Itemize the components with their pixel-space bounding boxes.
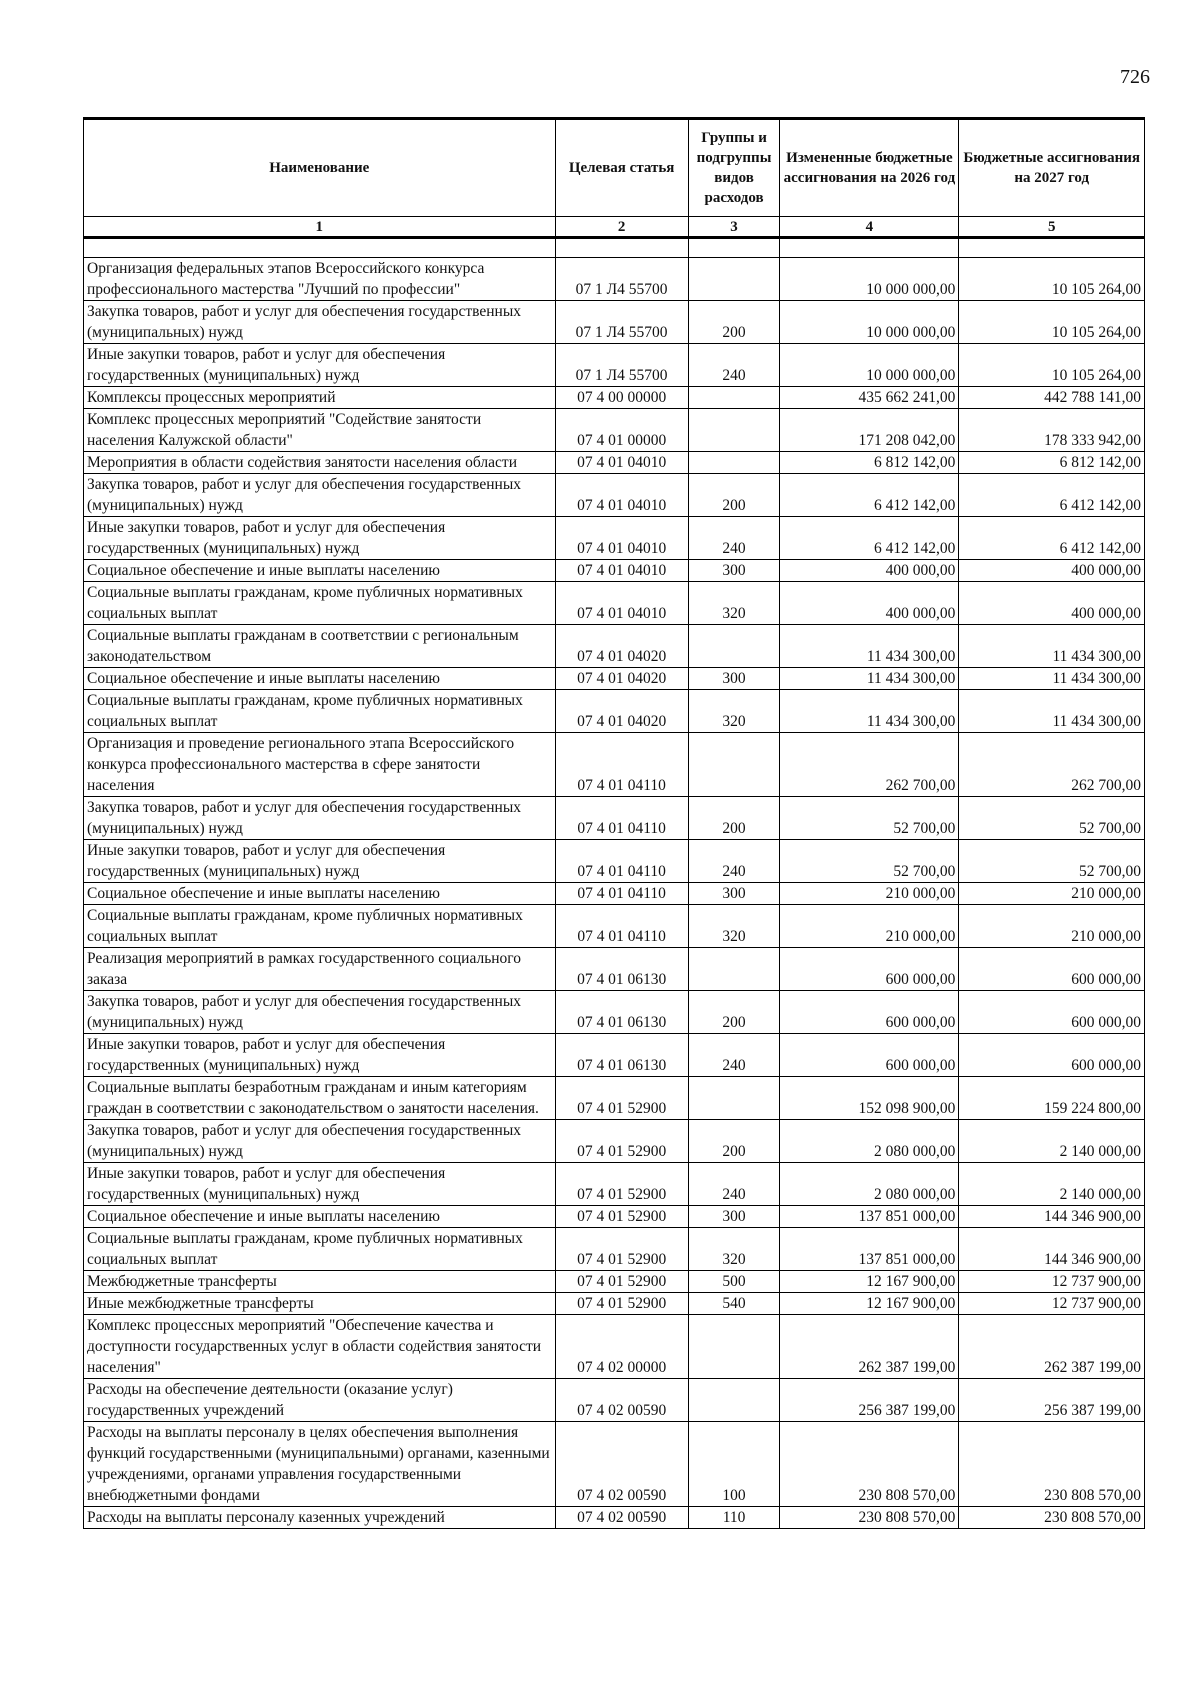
- row-target-code: 07 4 02 00590: [555, 1379, 688, 1422]
- row-name: Социальное обеспечение и иные выплаты населению: [84, 560, 556, 582]
- row-target-code: 07 4 00 00000: [555, 387, 688, 409]
- row-amount-2027: 144 346 900,00: [959, 1228, 1145, 1271]
- row-target-code: 07 4 01 52900: [555, 1293, 688, 1315]
- row-expense-group: 240: [688, 517, 780, 560]
- table-row: [84, 883, 1145, 905]
- table-row: [84, 258, 1145, 301]
- row-expense-group: 200: [688, 474, 780, 517]
- row-expense-group: 200: [688, 1120, 780, 1163]
- row-target-code: 07 4 01 00000: [555, 409, 688, 452]
- row-amount-2026: 400 000,00: [780, 582, 959, 625]
- row-expense-group: 320: [688, 582, 780, 625]
- spacer-cell: [959, 238, 1145, 258]
- row-amount-2027: 2 140 000,00: [959, 1163, 1145, 1206]
- row-expense-group: 320: [688, 1228, 780, 1271]
- row-amount-2026: 6 412 142,00: [780, 517, 959, 560]
- row-target-code: 07 4 01 04110: [555, 733, 688, 797]
- table-row: [84, 1163, 1145, 1206]
- row-amount-2026: 256 387 199,00: [780, 1379, 959, 1422]
- table-row: [84, 409, 1145, 452]
- row-amount-2027: 144 346 900,00: [959, 1206, 1145, 1228]
- row-target-code: 07 1 Л4 55700: [555, 258, 688, 301]
- row-amount-2027: 6 412 142,00: [959, 517, 1145, 560]
- row-expense-group: 300: [688, 1206, 780, 1228]
- row-amount-2027: 10 105 264,00: [959, 344, 1145, 387]
- row-amount-2027: 10 105 264,00: [959, 301, 1145, 344]
- row-name: Социальные выплаты гражданам в соответствии с региональным законодательством: [84, 625, 556, 668]
- table-row: [84, 560, 1145, 582]
- row-amount-2026: 137 851 000,00: [780, 1228, 959, 1271]
- row-name: Закупка товаров, работ и услуг для обеспечения государственных (муниципальных) нужд: [84, 474, 556, 517]
- row-amount-2026: 11 434 300,00: [780, 625, 959, 668]
- row-amount-2027: 12 737 900,00: [959, 1293, 1145, 1315]
- table-row: [84, 301, 1145, 344]
- row-expense-group: 200: [688, 301, 780, 344]
- row-amount-2027: 600 000,00: [959, 948, 1145, 991]
- row-expense-group: 300: [688, 883, 780, 905]
- row-name: Закупка товаров, работ и услуг для обеспечения государственных (муниципальных) нужд: [84, 301, 556, 344]
- row-target-code: 07 4 01 04110: [555, 797, 688, 840]
- row-name: Социальное обеспечение и иные выплаты населению: [84, 668, 556, 690]
- table-row: [84, 797, 1145, 840]
- spacer-cell: [84, 238, 556, 258]
- row-name: Иные межбюджетные трансферты: [84, 1293, 556, 1315]
- row-amount-2026: 230 808 570,00: [780, 1507, 959, 1529]
- row-expense-group: 100: [688, 1422, 780, 1507]
- spacer-cell: [555, 238, 688, 258]
- row-name: Иные закупки товаров, работ и услуг для обеспечения государственных (муниципальных) нужд: [84, 1034, 556, 1077]
- table-row: [84, 1206, 1145, 1228]
- row-expense-group: 240: [688, 344, 780, 387]
- row-target-code: 07 4 01 52900: [555, 1271, 688, 1293]
- row-name: Организация и проведение регионального этапа Всероссийского конкурса профессионального мастерства в сфере занятости населения: [84, 733, 556, 797]
- row-amount-2027: 52 700,00: [959, 797, 1145, 840]
- row-amount-2027: 400 000,00: [959, 582, 1145, 625]
- table-row: [84, 1315, 1145, 1379]
- row-amount-2027: 256 387 199,00: [959, 1379, 1145, 1422]
- row-expense-group: 240: [688, 1163, 780, 1206]
- row-name: Социальные выплаты гражданам, кроме публичных нормативных социальных выплат: [84, 690, 556, 733]
- row-target-code: 07 1 Л4 55700: [555, 344, 688, 387]
- row-amount-2026: 210 000,00: [780, 883, 959, 905]
- row-amount-2026: 600 000,00: [780, 991, 959, 1034]
- table-body: [84, 238, 1145, 1529]
- row-amount-2027: 400 000,00: [959, 560, 1145, 582]
- row-name: Комплексы процессных мероприятий: [84, 387, 556, 409]
- row-name: Социальные выплаты гражданам, кроме публичных нормативных социальных выплат: [84, 582, 556, 625]
- row-expense-group: 300: [688, 560, 780, 582]
- row-name: Закупка товаров, работ и услуг для обеспечения государственных (муниципальных) нужд: [84, 1120, 556, 1163]
- row-amount-2026: 10 000 000,00: [780, 301, 959, 344]
- row-amount-2027: 600 000,00: [959, 991, 1145, 1034]
- spacer-cell: [688, 238, 780, 258]
- row-amount-2027: 178 333 942,00: [959, 409, 1145, 452]
- row-amount-2027: 262 387 199,00: [959, 1315, 1145, 1379]
- row-amount-2027: 600 000,00: [959, 1034, 1145, 1077]
- table-row: [84, 1271, 1145, 1293]
- row-expense-group: 320: [688, 905, 780, 948]
- row-expense-group: [688, 409, 780, 452]
- row-amount-2027: 210 000,00: [959, 905, 1145, 948]
- row-amount-2026: 262 700,00: [780, 733, 959, 797]
- row-expense-group: [688, 452, 780, 474]
- row-amount-2027: 2 140 000,00: [959, 1120, 1145, 1163]
- row-target-code: 07 4 01 04010: [555, 452, 688, 474]
- row-expense-group: 110: [688, 1507, 780, 1529]
- row-name: Мероприятия в области содействия занятости населения области: [84, 452, 556, 474]
- row-amount-2026: 6 412 142,00: [780, 474, 959, 517]
- row-amount-2026: 52 700,00: [780, 797, 959, 840]
- row-amount-2026: 10 000 000,00: [780, 344, 959, 387]
- row-name: Социальные выплаты гражданам, кроме публичных нормативных социальных выплат: [84, 905, 556, 948]
- row-target-code: 07 4 01 06130: [555, 991, 688, 1034]
- row-name: Реализация мероприятий в рамках государственного социального заказа: [84, 948, 556, 991]
- table-row: [84, 840, 1145, 883]
- row-amount-2026: 11 434 300,00: [780, 668, 959, 690]
- row-target-code: 07 4 01 52900: [555, 1206, 688, 1228]
- row-name: Социальное обеспечение и иные выплаты населению: [84, 883, 556, 905]
- column-number: 1: [84, 217, 556, 238]
- column-number: 3: [688, 217, 780, 238]
- row-target-code: 07 4 01 04020: [555, 625, 688, 668]
- table-row: [84, 625, 1145, 668]
- table-row: [84, 1077, 1145, 1120]
- row-amount-2027: 210 000,00: [959, 883, 1145, 905]
- row-expense-group: 240: [688, 840, 780, 883]
- row-name: Социальные выплаты гражданам, кроме публичных нормативных социальных выплат: [84, 1228, 556, 1271]
- row-amount-2027: 52 700,00: [959, 840, 1145, 883]
- row-expense-group: [688, 258, 780, 301]
- row-target-code: 07 1 Л4 55700: [555, 301, 688, 344]
- row-target-code: 07 4 01 04020: [555, 668, 688, 690]
- row-amount-2027: 12 737 900,00: [959, 1271, 1145, 1293]
- row-name: Иные закупки товаров, работ и услуг для обеспечения государственных (муниципальных) нужд: [84, 517, 556, 560]
- row-target-code: 07 4 01 04110: [555, 883, 688, 905]
- row-amount-2026: 137 851 000,00: [780, 1206, 959, 1228]
- row-name: Закупка товаров, работ и услуг для обеспечения государственных (муниципальных) нужд: [84, 991, 556, 1034]
- row-expense-group: [688, 733, 780, 797]
- row-name: Иные закупки товаров, работ и услуг для обеспечения государственных (муниципальных) нужд: [84, 840, 556, 883]
- budget-table: [83, 117, 1145, 1529]
- row-target-code: 07 4 01 04110: [555, 840, 688, 883]
- spacer-row: [84, 238, 1145, 258]
- table-row: [84, 1293, 1145, 1315]
- row-amount-2026: 2 080 000,00: [780, 1163, 959, 1206]
- row-amount-2026: 12 167 900,00: [780, 1271, 959, 1293]
- column-number: 5: [959, 217, 1145, 238]
- row-expense-group: 200: [688, 797, 780, 840]
- row-expense-group: [688, 948, 780, 991]
- table-row: [84, 1034, 1145, 1077]
- table-row: [84, 344, 1145, 387]
- row-amount-2026: 2 080 000,00: [780, 1120, 959, 1163]
- row-name: Межбюджетные трансферты: [84, 1271, 556, 1293]
- table-row: [84, 474, 1145, 517]
- header-changed-2026: Измененные бюджетные ассигнования на 2026 год: [780, 119, 959, 217]
- row-target-code: 07 4 01 52900: [555, 1163, 688, 1206]
- table-row: [84, 668, 1145, 690]
- row-target-code: 07 4 02 00590: [555, 1422, 688, 1507]
- row-name: Комплекс процессных мероприятий "Содействие занятости населения Калужской области": [84, 409, 556, 452]
- row-expense-group: [688, 1077, 780, 1120]
- row-name: Социальные выплаты безработным гражданам и иным категориям граждан в соответствии с законодательством о занятости населения.: [84, 1077, 556, 1120]
- row-target-code: 07 4 01 04010: [555, 582, 688, 625]
- page-number: 726: [1120, 66, 1150, 88]
- row-amount-2026: 152 098 900,00: [780, 1077, 959, 1120]
- table-row: [84, 517, 1145, 560]
- row-target-code: 07 4 01 52900: [555, 1228, 688, 1271]
- header-budget-2027: Бюджетные ассигнования на 2027 год: [959, 119, 1145, 217]
- row-target-code: 07 4 01 04010: [555, 474, 688, 517]
- row-name: Иные закупки товаров, работ и услуг для обеспечения государственных (муниципальных) нужд: [84, 344, 556, 387]
- row-amount-2027: 262 700,00: [959, 733, 1145, 797]
- row-amount-2026: 52 700,00: [780, 840, 959, 883]
- row-amount-2026: 600 000,00: [780, 1034, 959, 1077]
- row-amount-2027: 11 434 300,00: [959, 625, 1145, 668]
- row-amount-2026: 171 208 042,00: [780, 409, 959, 452]
- row-expense-group: 320: [688, 690, 780, 733]
- row-expense-group: [688, 1315, 780, 1379]
- column-number: 4: [780, 217, 959, 238]
- table-row: [84, 1422, 1145, 1507]
- row-amount-2026: 10 000 000,00: [780, 258, 959, 301]
- row-target-code: 07 4 01 04010: [555, 517, 688, 560]
- table-row: [84, 1228, 1145, 1271]
- row-amount-2027: 10 105 264,00: [959, 258, 1145, 301]
- row-amount-2026: 230 808 570,00: [780, 1422, 959, 1507]
- table-row: [84, 387, 1145, 409]
- row-target-code: 07 4 02 00590: [555, 1507, 688, 1529]
- row-amount-2026: 6 812 142,00: [780, 452, 959, 474]
- table-row: [84, 1379, 1145, 1422]
- row-target-code: 07 4 02 00000: [555, 1315, 688, 1379]
- table-row: [84, 690, 1145, 733]
- row-name: Организация федеральных этапов Всероссийского конкурса профессионального мастерства "Лучший по профессии": [84, 258, 556, 301]
- row-name: Комплекс процессных мероприятий "Обеспечение качества и доступности государственных услуг в области содействия занятости населения": [84, 1315, 556, 1379]
- row-amount-2026: 400 000,00: [780, 560, 959, 582]
- row-target-code: 07 4 01 52900: [555, 1120, 688, 1163]
- row-amount-2027: 230 808 570,00: [959, 1422, 1145, 1507]
- table-row: [84, 582, 1145, 625]
- row-expense-group: 300: [688, 668, 780, 690]
- row-amount-2027: 442 788 141,00: [959, 387, 1145, 409]
- row-name: Закупка товаров, работ и услуг для обеспечения государственных (муниципальных) нужд: [84, 797, 556, 840]
- table-row: [84, 905, 1145, 948]
- row-expense-group: [688, 625, 780, 668]
- row-name: Расходы на выплаты персоналу в целях обеспечения выполнения функций государственными (муниципальными) органами, казенными учреждениями, органами управления государственными внебюджетными фондами: [84, 1422, 556, 1507]
- row-amount-2027: 11 434 300,00: [959, 690, 1145, 733]
- row-target-code: 07 4 01 04110: [555, 905, 688, 948]
- spacer-cell: [780, 238, 959, 258]
- table-row: [84, 948, 1145, 991]
- header-name: Наименование: [84, 119, 556, 217]
- row-target-code: 07 4 01 04020: [555, 690, 688, 733]
- row-amount-2026: 11 434 300,00: [780, 690, 959, 733]
- row-target-code: 07 4 01 04010: [555, 560, 688, 582]
- row-name: Расходы на выплаты персоналу казенных учреждений: [84, 1507, 556, 1529]
- row-target-code: 07 4 01 06130: [555, 1034, 688, 1077]
- row-expense-group: 500: [688, 1271, 780, 1293]
- row-amount-2026: 262 387 199,00: [780, 1315, 959, 1379]
- header-target: Целевая статья: [555, 119, 688, 217]
- table-row: [84, 991, 1145, 1034]
- row-amount-2027: 159 224 800,00: [959, 1077, 1145, 1120]
- row-name: Расходы на обеспечение деятельности (оказание услуг) государственных учреждений: [84, 1379, 556, 1422]
- table-row: [84, 1120, 1145, 1163]
- row-target-code: 07 4 01 52900: [555, 1077, 688, 1120]
- table-header: [84, 119, 1145, 238]
- row-amount-2026: 210 000,00: [780, 905, 959, 948]
- row-target-code: 07 4 01 06130: [555, 948, 688, 991]
- row-amount-2027: 11 434 300,00: [959, 668, 1145, 690]
- row-expense-group: 200: [688, 991, 780, 1034]
- row-expense-group: 240: [688, 1034, 780, 1077]
- row-name: Иные закупки товаров, работ и услуг для обеспечения государственных (муниципальных) нужд: [84, 1163, 556, 1206]
- row-amount-2027: 6 812 142,00: [959, 452, 1145, 474]
- table-row: [84, 733, 1145, 797]
- table-row: [84, 1507, 1145, 1529]
- row-amount-2027: 230 808 570,00: [959, 1507, 1145, 1529]
- row-expense-group: 540: [688, 1293, 780, 1315]
- row-amount-2026: 12 167 900,00: [780, 1293, 959, 1315]
- row-amount-2026: 600 000,00: [780, 948, 959, 991]
- row-amount-2026: 435 662 241,00: [780, 387, 959, 409]
- table-row: [84, 452, 1145, 474]
- header-groups: Группы и подгруппы видов расходов: [688, 119, 780, 217]
- row-expense-group: [688, 387, 780, 409]
- row-name: Социальное обеспечение и иные выплаты населению: [84, 1206, 556, 1228]
- row-amount-2027: 6 412 142,00: [959, 474, 1145, 517]
- row-expense-group: [688, 1379, 780, 1422]
- column-number: 2: [555, 217, 688, 238]
